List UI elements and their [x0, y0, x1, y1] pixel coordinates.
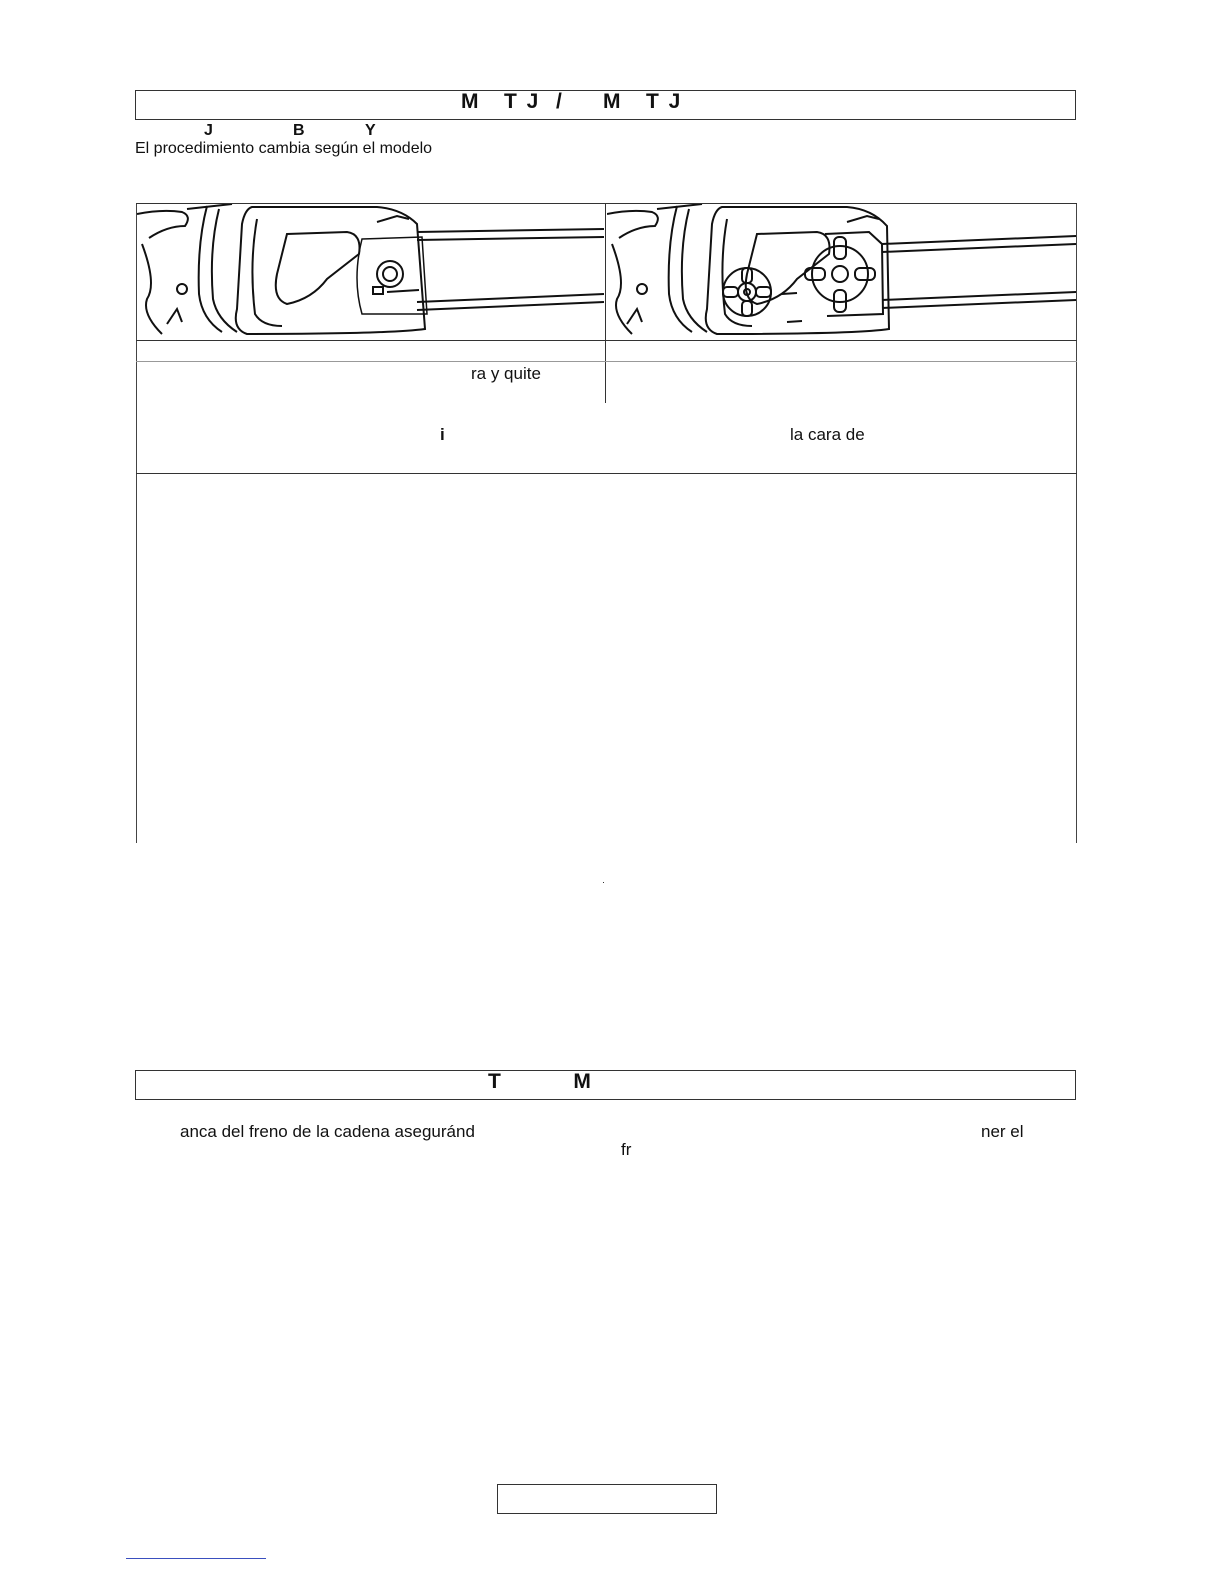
subtitle-fragment-2: B	[293, 122, 305, 139]
figure-bottom-border	[136, 340, 1077, 341]
instruction-left-fragment: ra y quite	[471, 364, 541, 383]
figure-divider	[605, 203, 606, 403]
section2-title: T M	[488, 1070, 593, 1093]
subtitle-fragment-3: Y	[365, 122, 376, 139]
caption-row-border	[136, 361, 1077, 362]
footnote-link-line[interactable]	[126, 1558, 266, 1559]
saw-illustration-left	[137, 204, 604, 339]
intro-text: El procedimiento cambia según el modelo	[135, 140, 433, 157]
subtitle-fragment-1: J	[204, 122, 213, 139]
instruction-bottom-fragment-a: i	[440, 425, 445, 444]
section-title: M T J / M T J	[461, 90, 683, 113]
section2-text-line1-a: anca del freno de la cadena aseguránd	[180, 1122, 475, 1141]
instruction-bottom-fragment-b: la cara de	[790, 425, 865, 444]
page-number-box	[497, 1484, 717, 1514]
instruction-bottom-border	[136, 473, 1077, 474]
section2-text-line1-b: ner el	[981, 1122, 1024, 1141]
section2-text-line2: fr	[621, 1140, 632, 1159]
section2-header-box	[135, 1070, 1076, 1100]
saw-illustration-right	[607, 204, 1076, 339]
stray-mark	[603, 882, 604, 883]
